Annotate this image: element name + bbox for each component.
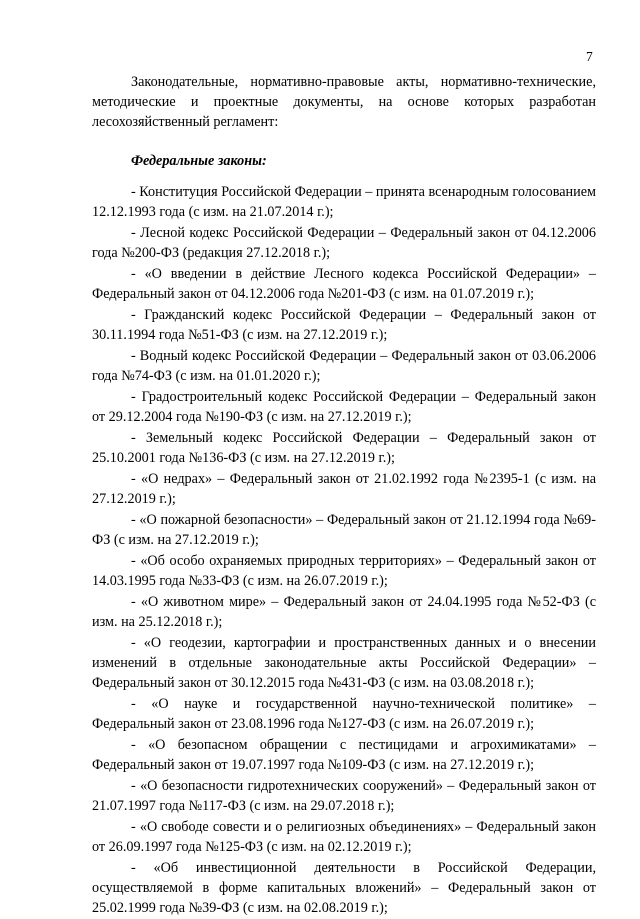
list-item: - «Об особо охраняемых природных территориях» – Федеральный закон от 14.03.1995 года №33-ФЗ (с изм. на 26.07.2019 г.); xyxy=(92,553,596,589)
list-item: - «О геодезии, картографии и пространственных данных и о внесении изменений в отдельные законодательные акты Российской Федерации» – Федеральный закон от 30.12.2015 года №431-ФЗ (с изм. на 03.08.2018 г.); xyxy=(92,635,596,691)
list-item: - «О животном мире» – Федеральный закон от 24.04.1995 года №52-ФЗ (с изм. на 25.12.2018 г.); xyxy=(92,594,596,630)
list-item: - «О пожарной безопасности» – Федеральный закон от 21.12.1994 года №69-ФЗ (с изм. на 27.12.2019 г.); xyxy=(92,512,596,548)
list-item: - Водный кодекс Российской Федерации – Федеральный закон от 03.06.2006 года №74-ФЗ (с изм. на 01.01.2020 г.); xyxy=(92,348,596,384)
intro-paragraph: Законодательные, нормативно-правовые акты, нормативно-технические, методические и проектные документы, на основе которых разработан лесохозяйственный регламент: xyxy=(92,74,596,130)
page-number: 7 xyxy=(586,49,593,64)
list-item: - «О науке и государственной научно-технической политике» – Федеральный закон от 23.08.1996 года №127-ФЗ (с изм. на 26.07.2019 г.); xyxy=(92,696,596,732)
federal-laws-list xyxy=(92,182,596,919)
list-item: - Лесной кодекс Российской Федерации – Федеральный закон от 04.12.2006 года №200-ФЗ (редакция 27.12.2018 г.); xyxy=(92,225,596,261)
list-item: - «Об инвестиционной деятельности в Российской Федерации, осуществляемой в форме капитальных вложений» – Федеральный закон от 25.02.1999 года №39-ФЗ (с изм. на 02.08.2019 г.); xyxy=(92,860,596,916)
section-title: Федеральные законы: xyxy=(131,153,267,169)
list-item: - Градостроительный кодекс Российской Федерации – Федеральный закон от 29.12.2004 года №190-ФЗ (с изм. на 27.12.2019 г.); xyxy=(92,389,596,425)
list-item: - Конституция Российской Федерации – принята всенародным голосованием 12.12.1993 года (с изм. на 21.07.2014 г.); xyxy=(92,184,596,220)
list-item: - «О свободе совести и о религиозных объединениях» – Федеральный закон от 26.09.1997 года №125-ФЗ (с изм. на 02.12.2019 г.); xyxy=(92,819,596,855)
list-item: - «О безопасном обращении с пестицидами и агрохимикатами» – Федеральный закон от 19.07.1997 года №109-ФЗ (с изм. на 27.12.2019 г.); xyxy=(92,737,596,773)
intro-block xyxy=(92,72,596,132)
list-item: - «О безопасности гидротехнических сооружений» – Федеральный закон от 21.07.1997 года №117-ФЗ (с изм. на 29.07.2018 г.); xyxy=(92,778,596,814)
list-item: - «О недрах» – Федеральный закон от 21.02.1992 года №2395-1 (с изм. на 27.12.2019 г.); xyxy=(92,471,596,507)
list-item: - Гражданский кодекс Российской Федерации – Федеральный закон от 30.11.1994 года №51-ФЗ (с изм. на 27.12.2019 г.); xyxy=(92,307,596,343)
list-item: - «О введении в действие Лесного кодекса Российской Федерации» – Федеральный закон от 04.12.2006 года №201-ФЗ (с изм. на 01.07.2019 г.); xyxy=(92,266,596,302)
list-item: - Земельный кодекс Российской Федерации – Федеральный закон от 25.10.2001 года №136-ФЗ (с изм. на 27.12.2019 г.); xyxy=(92,430,596,466)
